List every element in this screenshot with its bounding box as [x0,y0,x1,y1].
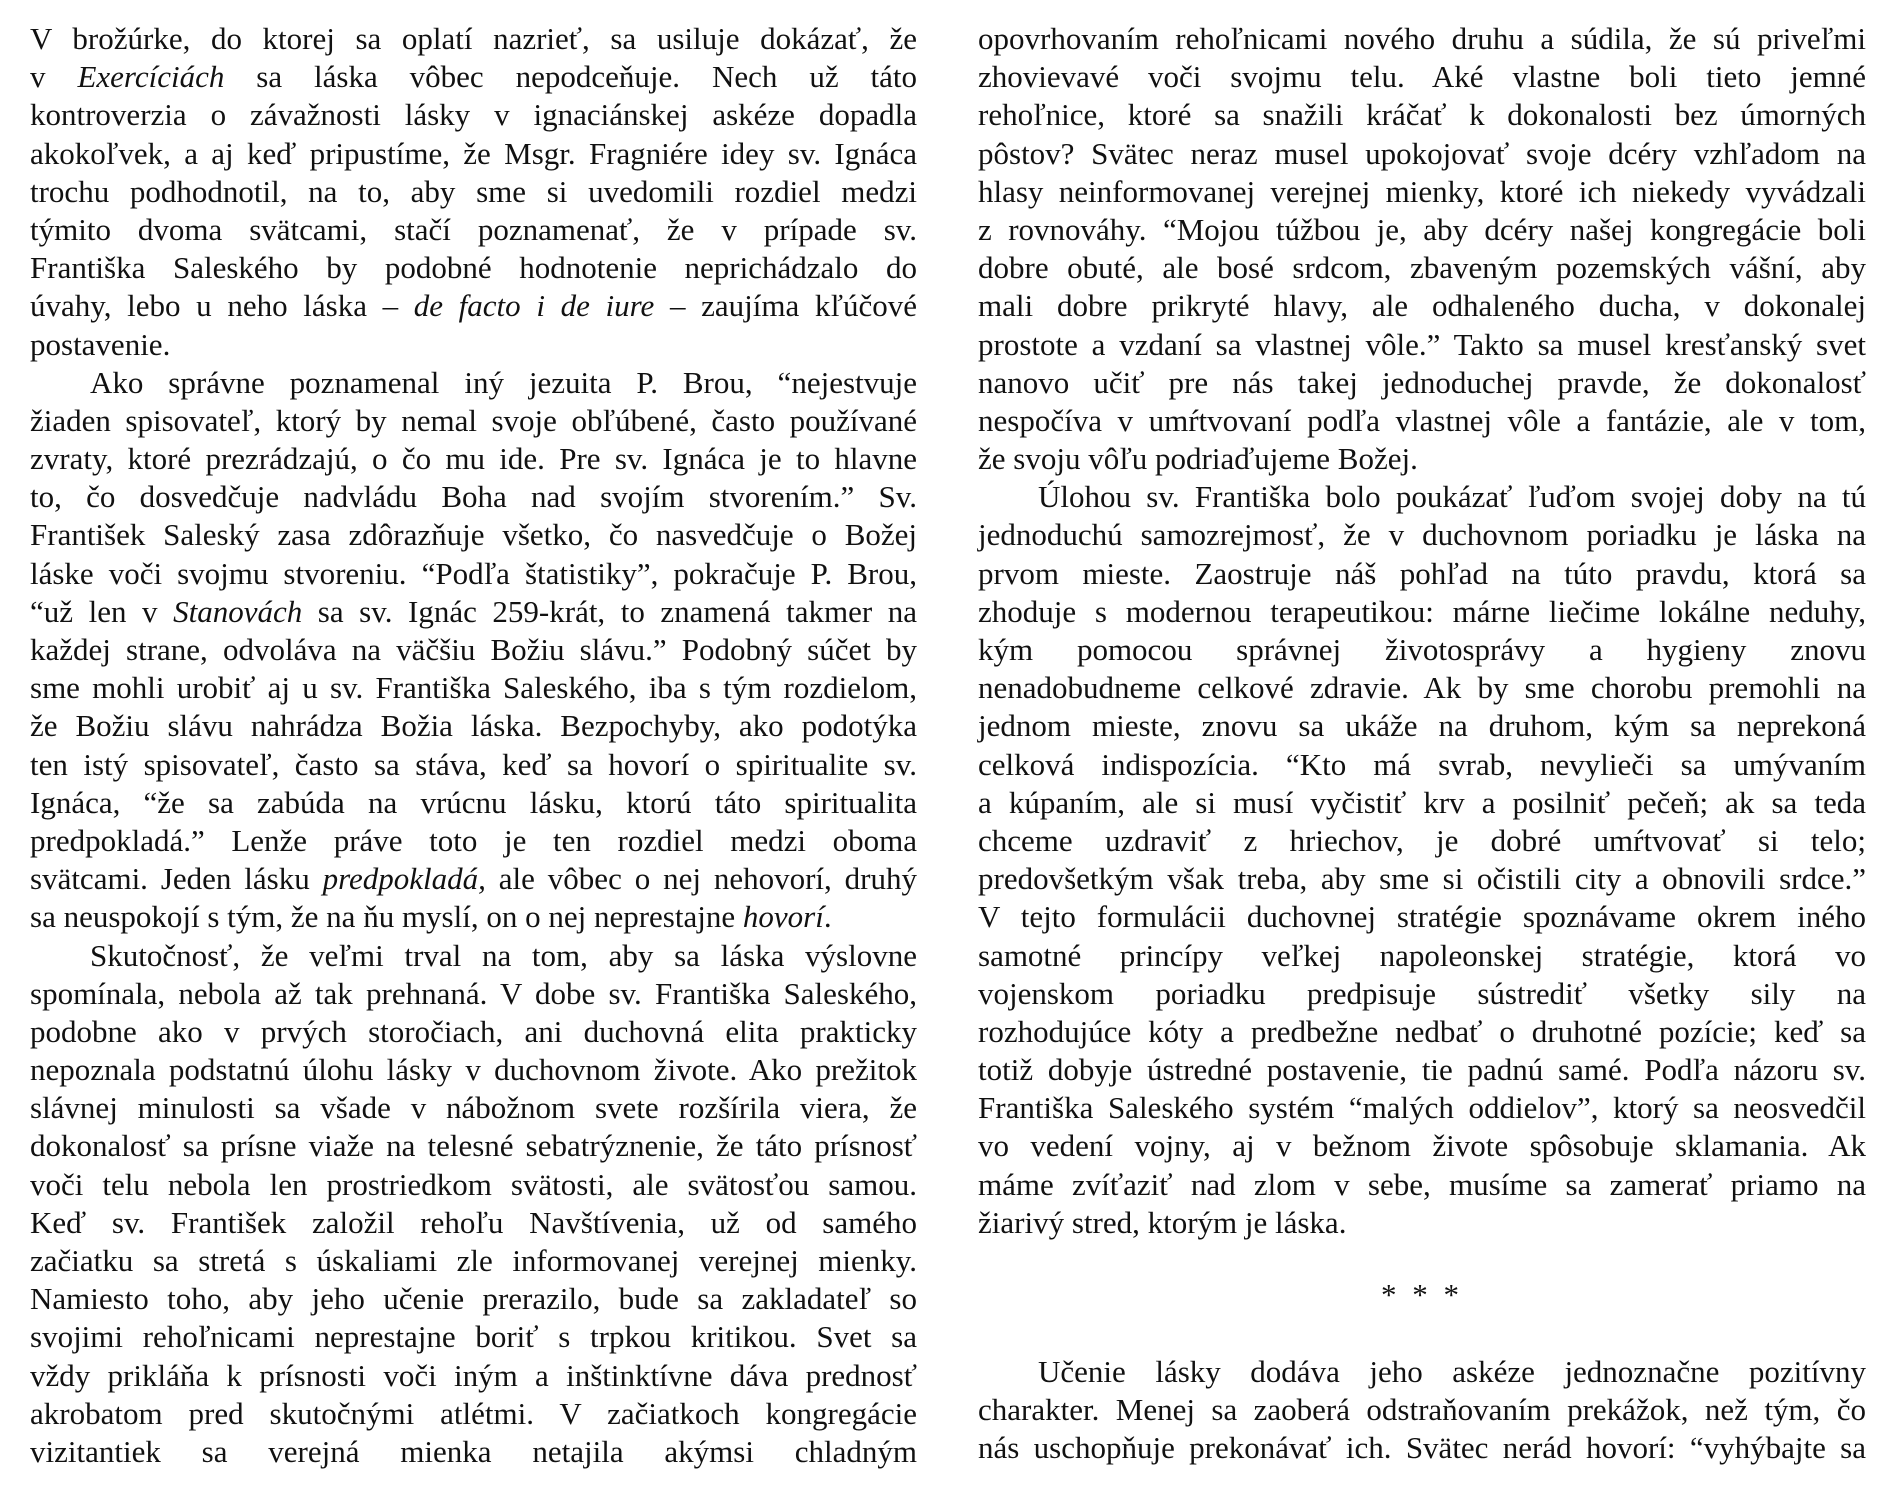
text-run: spomínala, nebola až tak prehnaná. V dobe sv. Františka Saleského, [30,975,917,1011]
paragraph [978,20,1866,478]
text-run: v [30,59,78,95]
right-column-continuation [978,1353,1866,1468]
text-run: opovrhovaním rehoľnicami nového druhu a súdila, že sú priveľmi [978,21,1866,56]
text-run: voči telu nebola len prostriedkom svätosti, ale svätosťou samou. [30,1166,917,1202]
text-line [30,746,917,784]
text-line [978,478,1866,516]
text-line [30,135,917,173]
text-line [30,1166,917,1204]
text-run: postavenie. [30,326,171,362]
text-run: nespočíva v umŕtvovaní podľa vlastnej vôle a fantázie, ale v tom, [978,402,1866,438]
text-line [978,364,1866,402]
text-line [978,402,1866,440]
text-run: žiarivý stred, ktorým je láska. [978,1204,1347,1240]
text-run: ten istý spisovateľ, často sa stáva, keď sa hovorí o spiritualite sv. [30,746,917,782]
text-run: predpokladá.” Lenže práve toto je ten rozdiel medzi oboma [30,822,917,858]
right-column [978,20,1866,1242]
text-run: pôstov? Svätec neraz musel upokojovať svoje dcéry vzhľadom na [978,135,1866,171]
text-run: Skutočnosť, že veľmi trval na tom, aby sa láska výslovne [90,937,917,973]
text-line [978,1353,1866,1391]
text-line [30,173,917,211]
text-line [30,211,917,249]
text-line [30,1395,917,1433]
text-run: nepoznala podstatnú úlohu lásky v duchovnom živote. Ako prežitok [30,1052,917,1088]
italic-text: hovorí [742,899,824,935]
text-run: sme mohli urobiť aj u sv. Františka Saleského, iba s tým rozdielom, [30,670,917,706]
text-run: zhovievavé voči svojmu telu. Aké vlastne boli tieto jemné [978,59,1866,95]
text-line [30,822,917,860]
text-line [978,1429,1866,1467]
text-run: akrobatom pred skutočnými atlétmi. V začiatkoch kongregácie [30,1395,917,1431]
text-run: prvom mieste. Zaostruje náš pohľad na túto pravdu, ktorá sa [978,555,1866,591]
text-run: – zaujíma kľúčové [654,288,917,324]
paragraph [978,478,1866,1242]
text-run: predovšetkým však treba, aby sme si očistili city a obnovili srdce.” [978,861,1866,897]
text-run: mali dobre prikryté hlavy, ale odhaleného ducha, v dokonalej [978,288,1866,324]
text-run: to, čo dosvedčuje nadvládu Boha nad svojím stvorením.” Sv. [30,479,917,515]
text-run: začiatku sa stretá s úskaliami zle informovanej verejnej mienky. [30,1243,917,1278]
text-run: jednom mieste, znovu sa ukáže na druhom, kým sa neprekoná [978,708,1866,744]
text-line [30,96,917,134]
text-line [30,555,917,593]
left-column [30,20,917,1471]
paragraph [30,20,917,364]
text-line [978,326,1866,364]
text-run: kontroverzia o závažnosti lásky v ignaciánskej askéze dopadla [30,97,917,133]
text-line [978,898,1866,936]
text-line [978,555,1866,593]
text-run: akokoľvek, a aj keď pripustíme, že Msgr. Fragniére idey sv. Ignáca [30,135,917,171]
text-run: nás uschopňuje prekonávať ich. Svätec nerád hovorí: “vyhýbajte sa [978,1430,1866,1466]
text-line [30,669,917,707]
text-run: vizitantiek sa verejná mienka netajila akýmsi chladným [30,1433,917,1469]
italic-text: Exercíciách [77,59,225,95]
text-line [30,1127,917,1165]
text-line [978,593,1866,631]
text-run: svätcami. Jeden lásku [30,861,323,897]
text-run: Ignáca, “že sa zabúda na vrúcnu lásku, ktorú táto spiritualita [30,784,917,820]
text-run: dokonalosť sa prísne viaže na telesné sebatrýznenie, že táto prísnosť [30,1128,917,1164]
text-line [30,631,917,669]
text-line [30,478,917,516]
text-run: láske voči svojmu stvoreniu. “Podľa štatistiky”, pokračuje P. Brou, [30,555,917,591]
text-run: charakter. Menej sa zaoberá odstraňovaním prekážok, než tým, čo [978,1392,1866,1428]
text-run: zvraty, ktoré prezrádzajú, o čo mu ide. Pre sv. Ignáca je to hlavne [30,441,917,477]
paragraph [978,1353,1866,1468]
text-line [30,975,917,1013]
text-line [978,58,1866,96]
text-line [30,1318,917,1356]
text-line [978,975,1866,1013]
text-line [978,746,1866,784]
paragraph [30,364,917,937]
text-run: totiž dobyje ústredné postavenie, tie padnú samé. Podľa názoru sv. [978,1052,1866,1088]
text-run: “už len v [30,593,174,629]
text-run: sa neuspokojí s tým, že na ňu myslí, on o nej neprestajne [30,899,743,935]
text-run: vždy prikláňa k prísnosti voči iným a inštinktívne dáva prednosť [30,1357,917,1393]
text-line [30,287,917,325]
section-separator: * * * [1381,1277,1463,1312]
text-run: vo vedení vojny, aj v bežnom živote spôsobuje sklamania. Ak [978,1128,1866,1164]
text-run: . [823,899,832,935]
text-line [978,516,1866,554]
text-run: sa sv. Ignác 259-krát, to znamená takmer na [302,593,918,629]
paragraph [30,937,917,1472]
text-line [30,1051,917,1089]
text-line [978,440,1866,478]
text-line [30,516,917,554]
text-line [978,860,1866,898]
text-run: rozhodujúce kóty a predbežne nedbať o druhotné pozície; keď sa [978,1013,1866,1049]
text-line [30,20,917,58]
text-line [30,898,917,936]
text-run: František Saleský zasa zdôrazňuje všetko, čo nasvedčuje o Božej [30,517,917,553]
text-run: jednoduchú samozrejmosť, že v duchovnom poriadku je láska na [978,517,1866,553]
text-line [978,1089,1866,1127]
text-run: svojimi rehoľnicami neprestajne boriť s trpkou kritikou. Svet sa [30,1319,917,1355]
text-run: nanovo učiť pre nás takej jednoduchej pravde, že dokonalosť [978,364,1866,400]
text-line [978,1166,1866,1204]
text-line [978,784,1866,822]
text-run: a kúpaním, ale si musí vyčistiť krv a posilniť pečeň; ak sa teda [978,784,1866,820]
text-run: ale vôbec o nej nehovorí, druhý [485,861,917,897]
italic-text: predpokladá, [322,861,486,897]
text-line [30,440,917,478]
italic-text: Stanovách [173,593,303,629]
text-line [978,20,1866,58]
text-line [30,58,917,96]
text-run: trochu podhodnotil, na to, aby sme si uvedomili rozdiel medzi [30,173,917,209]
text-line [978,287,1866,325]
text-run: V tejto formulácii duchovnej stratégie spoznávame okrem iného [978,899,1866,935]
text-run: že svoju vôľu podriaďujeme Božej. [978,441,1418,477]
text-line [30,249,917,287]
text-line [30,1204,917,1242]
text-line [978,249,1866,287]
text-run: Keď sv. František založil rehoľu Navštívenia, už od samého [30,1204,917,1240]
text-run: žiaden spisovateľ, ktorý by nemal svoje obľúbené, často používané [30,402,917,438]
text-run: kým pomocou správnej životosprávy a hygieny znovu [978,632,1866,667]
text-line [30,402,917,440]
text-run: sa láska vôbec nepodceňuje. Nech už táto [224,59,918,95]
text-line [978,1204,1866,1242]
text-line [978,211,1866,249]
text-run: podobne ako v prvých storočiach, ani duchovná elita prakticky [30,1013,917,1049]
text-line [978,1051,1866,1089]
text-line [30,1433,917,1471]
text-run: hlasy neinformovanej verejnej mienky, ktoré ich niekedy vyvádzali [978,173,1866,209]
text-line [30,326,917,364]
text-run: slávnej minulosti sa všade v nábožnom svete rozšírila viera, že [30,1090,917,1126]
text-line [978,1127,1866,1165]
text-run: celková indispozícia. “Kto má svrab, nevylieči sa umývaním [978,746,1866,782]
text-run: rehoľnice, ktoré sa snažili kráčať k dokonalosti bez úmorných [978,97,1866,133]
text-run: chceme uzdraviť z hriechov, je dobré umŕtvovať si telo; [978,822,1866,858]
text-run: dobre obuté, ale bosé srdcom, zbaveným pozemských vášní, aby [978,250,1866,286]
text-line [30,1357,917,1395]
text-line [30,1089,917,1127]
text-line [30,1280,917,1318]
text-line [30,1242,917,1280]
text-run: úvahy, lebo u neho láska – [30,288,414,324]
text-line [30,593,917,631]
text-run: samotné princípy veľkej napoleonskej stratégie, ktorá vo [978,937,1866,973]
text-run: zhoduje s modernou terapeutikou: márne liečime lokálne neduhy, [978,593,1866,629]
text-line [978,135,1866,173]
text-line [30,784,917,822]
text-run: Učenie lásky dodáva jeho askéze jednoznačne pozitívny [1038,1354,1866,1389]
italic-text: de facto i de iure [413,288,655,324]
text-run: Úlohou sv. Františka bolo poukázať ľuďom svojej doby na tú [1038,479,1866,515]
text-line [30,1013,917,1051]
text-line [978,937,1866,975]
text-line [978,173,1866,211]
text-line [978,707,1866,745]
text-line [978,822,1866,860]
text-line [30,364,917,402]
text-run: V brožúrke, do ktorej sa oplatí nazrieť, sa usiluje dokázať, že [30,21,917,56]
text-run: Ako správne poznamenal iný jezuita P. Brou, “nejestvuje [90,364,917,400]
text-run: týmito dvoma svätcami, stačí poznamenať, že v prípade sv. [30,211,917,247]
text-run: vojenskom poriadku predpisuje sústrediť všetky sily na [978,975,1866,1011]
text-run: nenadobudneme celkové zdravie. Ak by sme chorobu premohli na [978,670,1866,706]
text-run: máme zvíťaziť nad zlom v sebe, musíme sa zamerať priamo na [978,1166,1866,1202]
text-run: Františka Saleského systém “malých oddielov”, ktorý sa neosvedčil [978,1090,1866,1126]
text-line [978,1013,1866,1051]
text-line [978,1391,1866,1429]
text-line [978,631,1866,669]
text-run: prostote a vzdaní sa vlastnej vôle.” Takto sa musel kresťanský svet [978,326,1866,362]
text-line [30,707,917,745]
text-line [978,96,1866,134]
text-run: každej strane, odvoláva na väčšiu Božiu slávu.” Podobný súčet by [30,632,917,667]
text-line [30,860,917,898]
text-run: z rovnováhy. “Mojou túžbou je, aby dcéry našej kongregácie boli [978,211,1866,247]
text-run: že Božiu slávu nahrádza Božia láska. Bezpochyby, ako podotýka [30,708,917,744]
text-line [30,937,917,975]
text-run: Namiesto toho, aby jeho učenie prerazilo, bude sa zakladateľ so [30,1281,917,1317]
text-run: Františka Saleského by podobné hodnotenie neprichádzalo do [30,250,917,286]
text-line [978,669,1866,707]
